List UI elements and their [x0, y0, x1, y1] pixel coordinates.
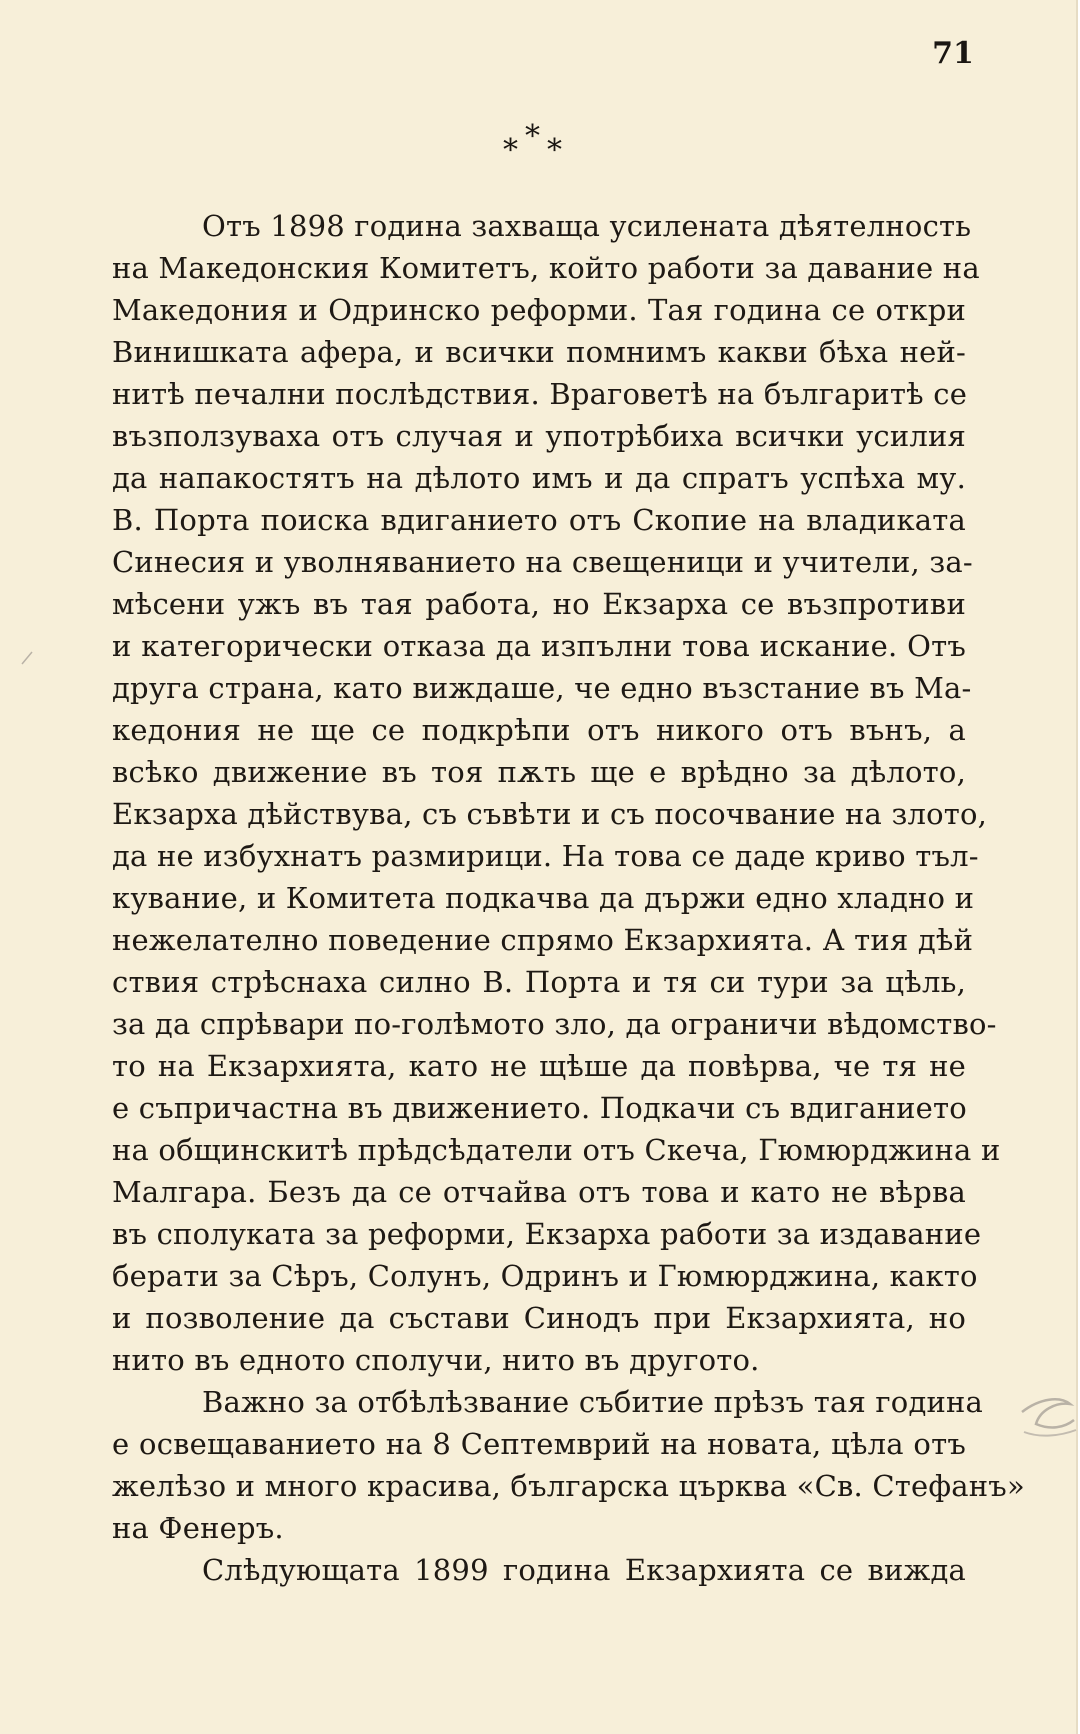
text-line-10: мѣсени ужъ въ тая работа, но Екзарха се възпротиви — [112, 587, 966, 621]
text-line-7: да напакостятъ на дѣлото имъ и да спратъ успѣха му. — [112, 461, 966, 495]
text-line-30: е освещаванието на 8 Септемврий на новата, цѣла отъ — [112, 1427, 966, 1461]
text-line-24: Малгара. Безъ да се отчайва отъ това и като не вѣрва — [112, 1175, 966, 1209]
section-asterism — [495, 120, 575, 170]
text-line-8: В. Порта поиска вдиганието отъ Скопие на владиката — [112, 503, 966, 537]
text-line-21: то на Екзархията, като не щѣше да повѣрва, че тя не — [112, 1049, 966, 1083]
text-line-18: нежелателно поведение спрямо Екзархията. А тия дѣй — [112, 923, 974, 957]
asterisk-left: * — [503, 133, 518, 168]
text-line-22: е съпричастна въ движението. Подкачи съ вдиганието — [112, 1091, 967, 1125]
text-line-32: на Фенеръ. — [112, 1511, 284, 1545]
text-line-17: кувание, и Комитета подкачва да държи едно хладно и — [112, 881, 975, 915]
text-line-20: за да спрѣвари по-голѣмото зло, да ограничи вѣдомство- — [112, 1007, 997, 1041]
text-line-4: Винишката афера, и всички помнимъ какви бѣха ней- — [112, 335, 966, 369]
text-line-9: Синесия и уволняванието на свещеници и учители, за- — [112, 545, 973, 579]
text-line-31: желѣзо и много красива, българска църква «Св. Стефанъ» — [112, 1469, 1025, 1503]
text-line-14: всѣко движение въ тоя пѫть ще е врѣдно за дѣлото, — [112, 755, 966, 789]
text-line-33: Слѣдующата 1899 година Екзархията се вижда — [202, 1553, 966, 1587]
text-line-12: друга страна, като виждаше, че едно възстание въ Ма- — [112, 671, 972, 705]
text-line-13: кедония не ще се подкрѣпи отъ никого отъ вънъ, а — [112, 713, 966, 747]
text-line-3: Македония и Одринско реформи. Тая година се откри — [112, 293, 966, 327]
page-number: 71 — [932, 36, 974, 71]
text-line-27: и позволение да състави Синодъ при Екзархията, но — [112, 1301, 966, 1335]
text-line-26: берати за Сѣръ, Солунъ, Одринъ и Гюмюрджина, както — [112, 1259, 978, 1293]
text-line-5: нитѣ печални послѣдствия. Враговетѣ на българитѣ се — [112, 377, 968, 411]
text-line-6: възползуваха отъ случая и употрѣбиха всички усилия — [112, 419, 966, 453]
asterisk-right: * — [547, 133, 562, 168]
text-line-11: и категорически отказа да изпълни това искание. Отъ — [112, 629, 966, 663]
text-line-25: въ сполуката за реформи, Екзарха работи за издавание — [112, 1217, 982, 1251]
text-line-2: на Македонския Комитетъ, който работи за давание на — [112, 251, 980, 285]
text-line-15: Екзарха дѣйствува, съ съвѣти и съ посочвание на злото, — [112, 797, 988, 831]
text-line-23: на общинскитѣ прѣдсѣдатели отъ Скеча, Гюмюрджина и — [112, 1133, 1001, 1167]
text-line-28: нито въ едното сполучи, нито въ другото. — [112, 1343, 760, 1377]
asterisk-top: * — [525, 119, 540, 154]
text-line-29: Важно за отбѣлѣзвание събитие прѣзъ тая година — [202, 1385, 984, 1419]
text-line-16: да не избухнатъ размирици. На това се даде криво тъл- — [112, 839, 979, 873]
text-line-1: Отъ 1898 година захваща усилената дѣятелность — [202, 209, 972, 243]
text-line-19: ствия стрѣснаха силно В. Порта и тя си тури за цѣль, — [112, 965, 966, 999]
